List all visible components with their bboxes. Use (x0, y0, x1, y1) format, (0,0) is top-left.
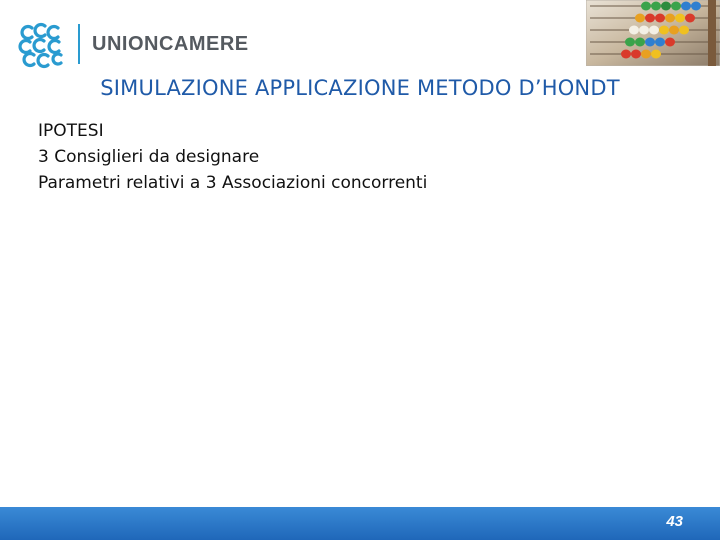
logo-text: UNIONCAMERE (92, 32, 249, 55)
page-number: 43 (666, 513, 683, 530)
body-line-consiglieri: 3 Consiglieri da designare (38, 147, 260, 167)
body-line-parametri: Parametri relativi a 3 Associazioni concorrenti (38, 173, 428, 193)
body-line-ipotesi: IPOTESI (38, 121, 104, 141)
abacus-photo (586, 0, 720, 66)
slide-body (38, 118, 427, 196)
footer-bar (0, 507, 720, 540)
logo-divider (78, 24, 80, 64)
slide-title: SIMULAZIONE APPLICAZIONE METODO D’HONDT (100, 76, 620, 100)
unioncamere-logo (18, 18, 249, 70)
unioncamere-ccc-logo-icon (18, 19, 68, 69)
